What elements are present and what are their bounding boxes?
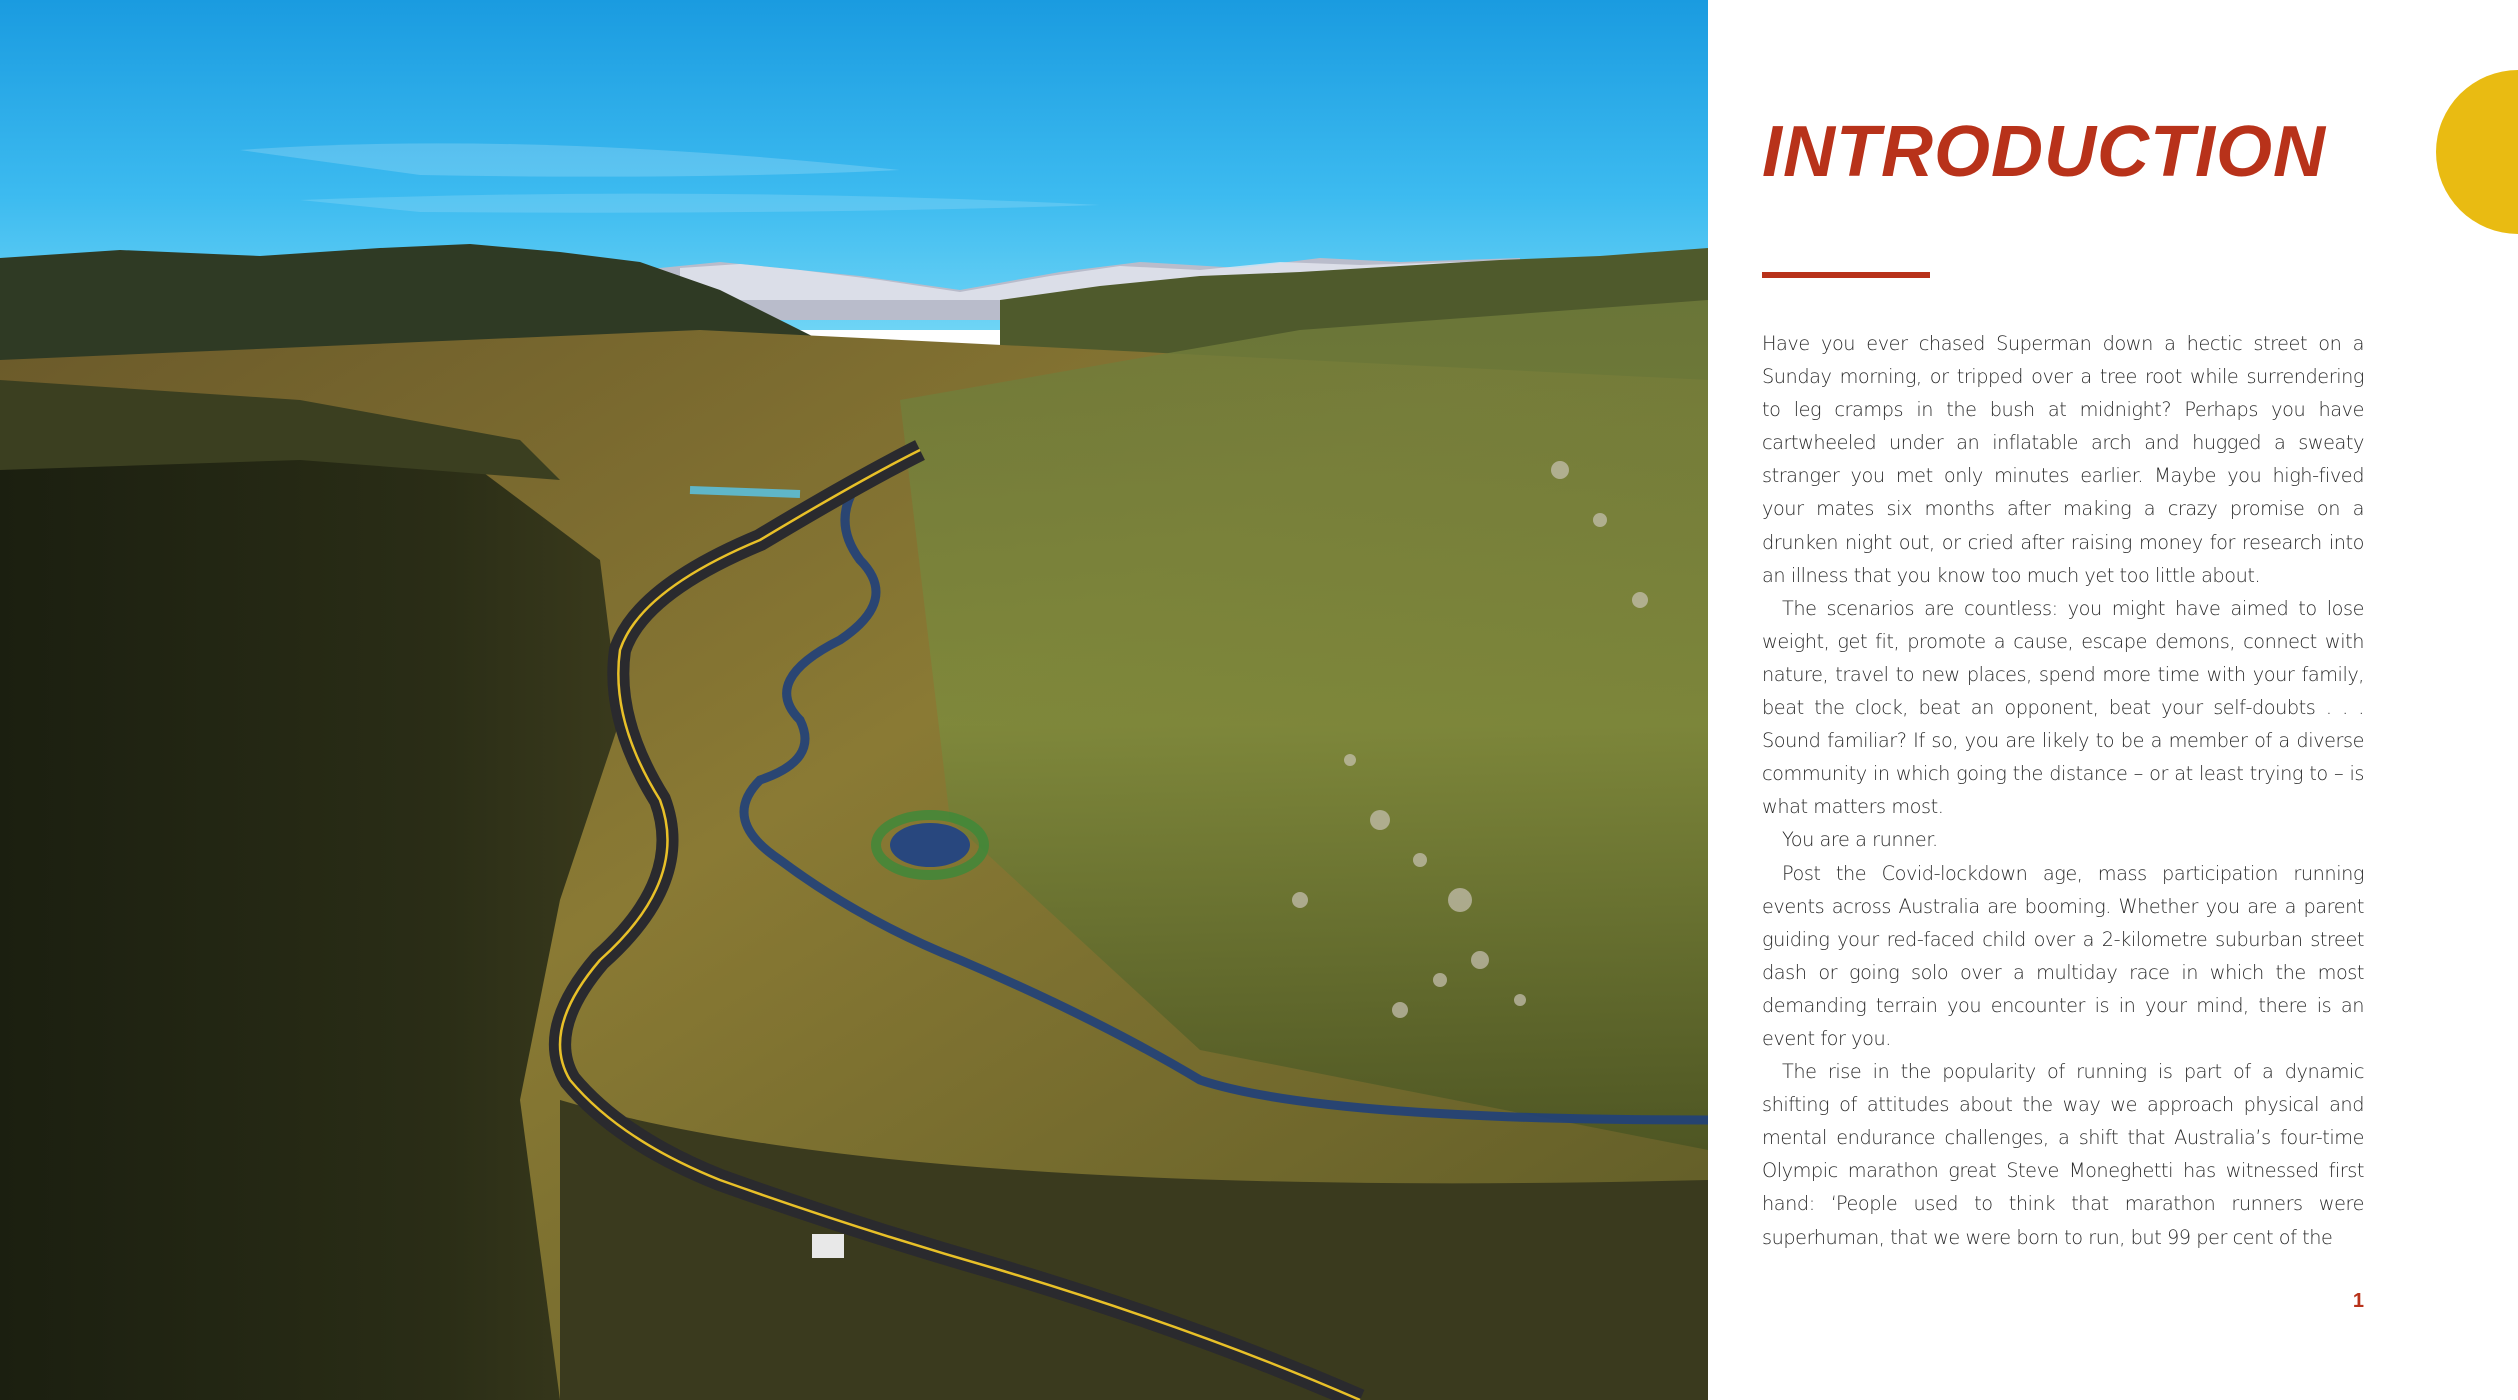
page-number: 1 — [2352, 1290, 2364, 1312]
page-title: INTRODUCTION — [1762, 112, 2326, 192]
paragraph-3: You are a runner. — [1782, 828, 1938, 852]
paragraph-2: The scenarios are countless: you might have aimed to lose weight, get fit, promote a cause, escape demons, connect with nature, travel to new places, spend more time with your family, beat the clock, beat an opponent, beat your self-doubts . . . Sound familiar? If so, you are likely to be a member of a diverse community in which going the distance – or at least trying to – is what matters most. — [1762, 596, 2364, 819]
body-text — [1762, 327, 2364, 1257]
paragraph-4: Post the Covid-lockdown age, mass participation running events across Australia are booming. Whether you are a parent guiding your red-faced child over a 2-kilometre suburban street dash or going solo over a multiday race in which the most demanding terrain you encounter is in your mind, there is an event for you. — [1762, 861, 2364, 1050]
paragraph-5: The rise in the popularity of running is part of a dynamic shifting of attitudes about the way we approach physical and mental endurance challenges, a shift that Australia’s four-time Olympic marathon great Steve Moneghetti has witnessed first hand: ‘People used to think that marathon runners were superhuman, that we were born to run, but 99 per cent of the — [1762, 1060, 2364, 1249]
paragraph-1: Have you ever chased Superman down a hectic street on a Sunday morning, or tripped over a tree root while surrendering to leg cramps in the bush at midnight? Perhaps you have cartwheeled under an inflatable arch and hugged a sweaty stranger you met only minutes earlier. Maybe you high-fived your mates six months after making a crazy promise on a drunken night out, or cried after raising money for research into an illness that you know too much yet too little about. — [1762, 332, 2364, 587]
title-underline-rule — [1762, 272, 1930, 278]
